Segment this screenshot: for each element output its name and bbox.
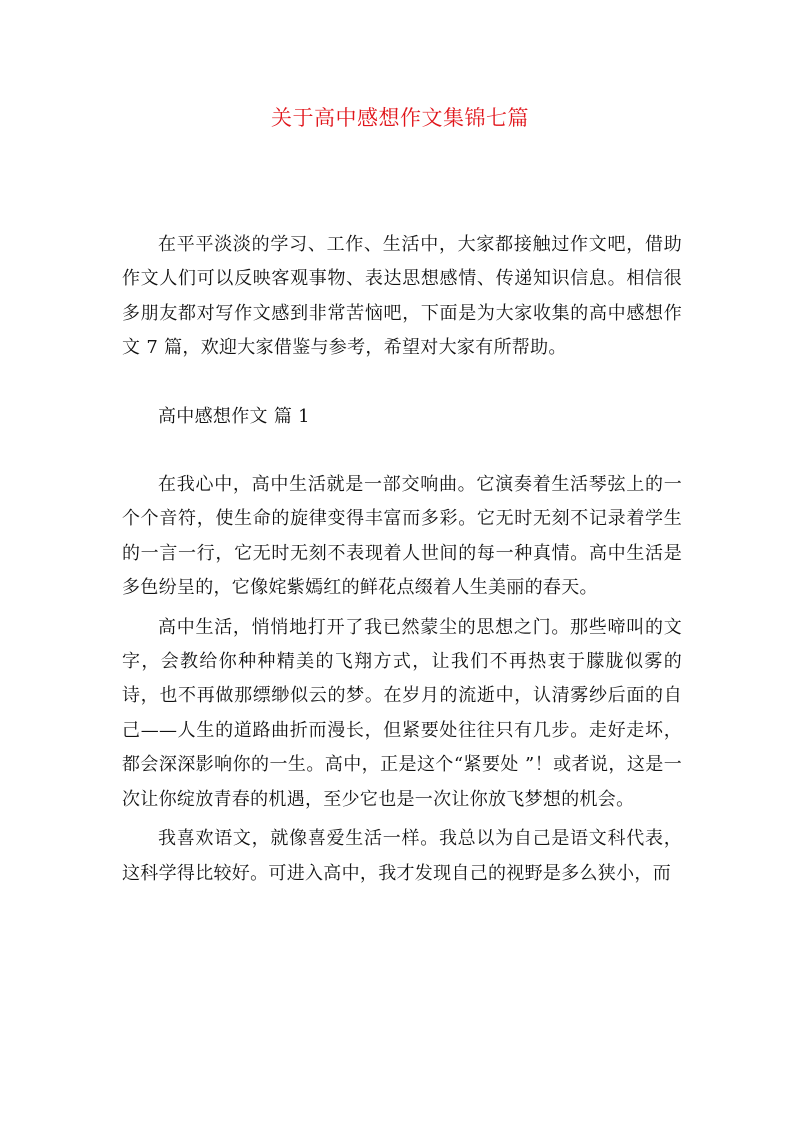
essay-paragraph-1: 在我心中，高中生活就是一部交响曲。它演奏着生活琴弦上的一个个音符，使生命的旋律变得丰富而多彩。它无时无刻不记录着学生的一言一行，它无时无刻不表现着人世间的每一种真情。高中生活是多色纷呈的，它像姹紫嫣红的鲜花点缀着人生美丽的春天。 <box>122 474 682 599</box>
document-title: 关于高中感想作文集锦七篇 <box>271 106 529 130</box>
essay-paragraph-3: 我喜欢语文，就像喜爱生活一样。我总以为自己是语文科代表，这科学得比较好。可进入高中，我才发现自己的视野是多么狭小，而 <box>122 828 682 884</box>
section-heading: 高中感想作文 篇 1 <box>158 405 310 427</box>
essay-paragraph-2: 高中生活，悄悄地打开了我已然蒙尘的思想之门。那些啼叫的文字，会教给你种种精美的飞翔方式，让我们不再热衷于朦胧似雾的诗，也不再做那缥缈似云的梦。在岁月的流逝中，认清雾纱后面的自己——人生的道路曲折而漫长，但紧要处往往只有几步。走好走坏，都会深深影响你的一生。高中，正是这个“紧要处 ”！或者说，这是一次让你绽放青春的机遇，至少它也是一次让你放飞梦想的机会。 <box>122 616 682 810</box>
intro-paragraph: 在平平淡淡的学习、工作、生活中，大家都接触过作文吧，借助作文人们可以反映客观事物、表达思想感情、传递知识信息。相信很多朋友都对写作文感到非常苦恼吧，下面是为大家收集的高中感想作文 7 篇，欢迎大家借鉴与参考，希望对大家有所帮助。 <box>122 234 682 359</box>
document-body <box>122 228 682 896</box>
